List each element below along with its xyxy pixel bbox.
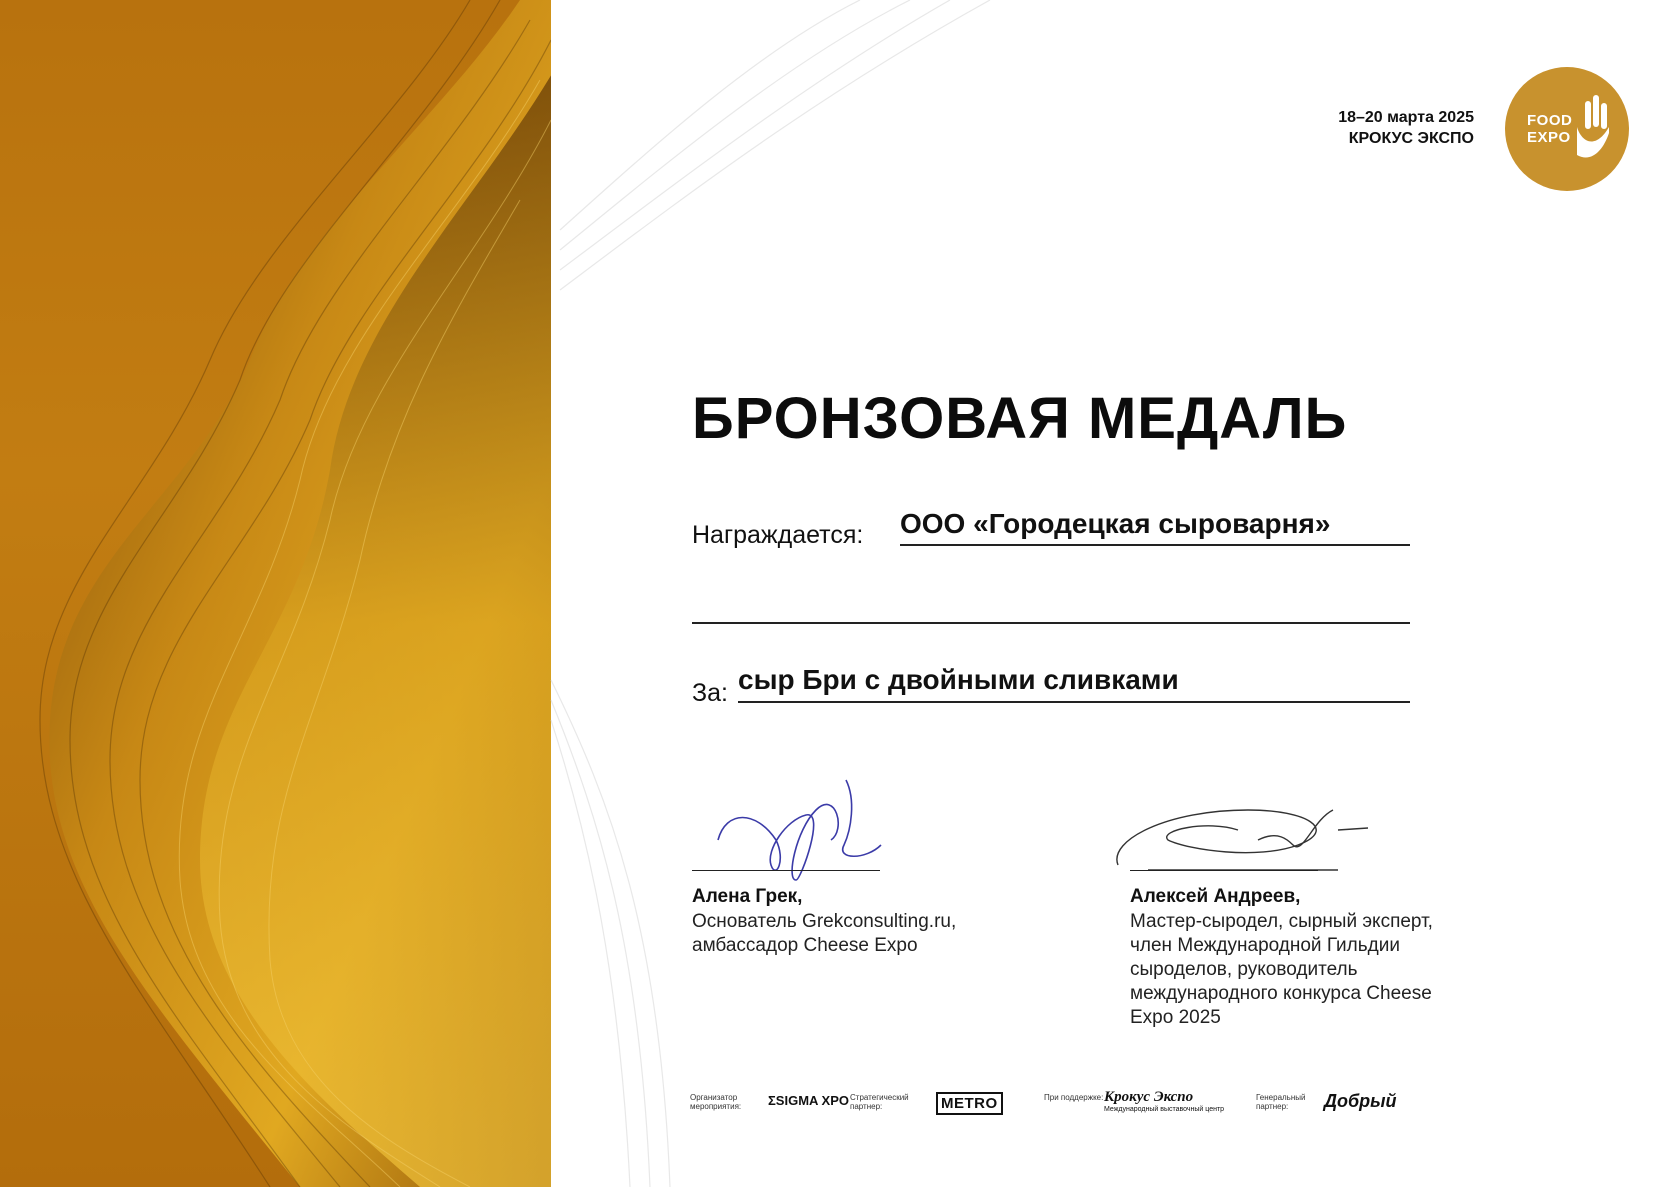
signature-1-line (692, 870, 880, 871)
awarded-value: ООО «Городецкая сыроварня» (900, 508, 1331, 539)
awarded-label: Награждается: (692, 521, 864, 549)
crocus-expo-logo: Крокус Экспо Международный выставочный центр (1104, 1089, 1225, 1113)
event-venue: КРОКУС ЭКСПО (1348, 130, 1474, 147)
signatory-2 (1130, 770, 1530, 1030)
signatory-1 (692, 770, 1012, 970)
awarded-underline (900, 544, 1410, 546)
event-dates: 18–20 марта 2025 (1338, 109, 1474, 126)
for-underline (738, 701, 1410, 703)
for-row (692, 664, 1410, 708)
awarded-row (692, 508, 1410, 548)
dobry-logo: Добрый (1324, 1091, 1397, 1111)
signatory-2-name: Алексей Андреев, (1130, 886, 1301, 907)
signature-1 (716, 770, 886, 890)
signatory-1-name: Алена Грек, (692, 886, 803, 907)
for-label: За: (692, 679, 728, 707)
partner-3-label: При поддержке: (1044, 1093, 1104, 1102)
decorative-left-band (0, 0, 551, 1187)
event-info (1338, 107, 1474, 149)
blank-underline (692, 622, 1410, 624)
sigma-expo-logo: ΣSIGMA XPO (768, 1093, 849, 1108)
signature-2 (1108, 770, 1368, 890)
partner-2-label: Стратегический партнер: (850, 1093, 909, 1111)
partner-1-label: Организатор мероприятия: (690, 1093, 742, 1111)
food-expo-logo (1505, 67, 1629, 191)
signatory-1-role: Основатель Grekconsulting.ru, амбассадор Cheese Expo (692, 911, 957, 956)
certificate-title: БРОНЗОВАЯ МЕДАЛЬ (692, 386, 1348, 451)
golden-hair-swirl-artwork (0, 0, 551, 1187)
signatory-2-role: Мастер-сыродел, сырный эксперт, член Международной Гильдии сыроделов, руководитель международного конкурса Cheese Expo 2025 (1130, 911, 1433, 1028)
hand-icon (1505, 67, 1629, 191)
logo-text: FOOD EXPO (1527, 112, 1573, 146)
partners-footer (690, 1085, 1397, 1121)
partner-4-label: Генеральный партнер: (1256, 1093, 1306, 1111)
metro-logo: METRO (936, 1092, 1003, 1115)
signature-2-line (1130, 870, 1318, 871)
for-value: сыр Бри с двойными сливками (738, 664, 1179, 695)
